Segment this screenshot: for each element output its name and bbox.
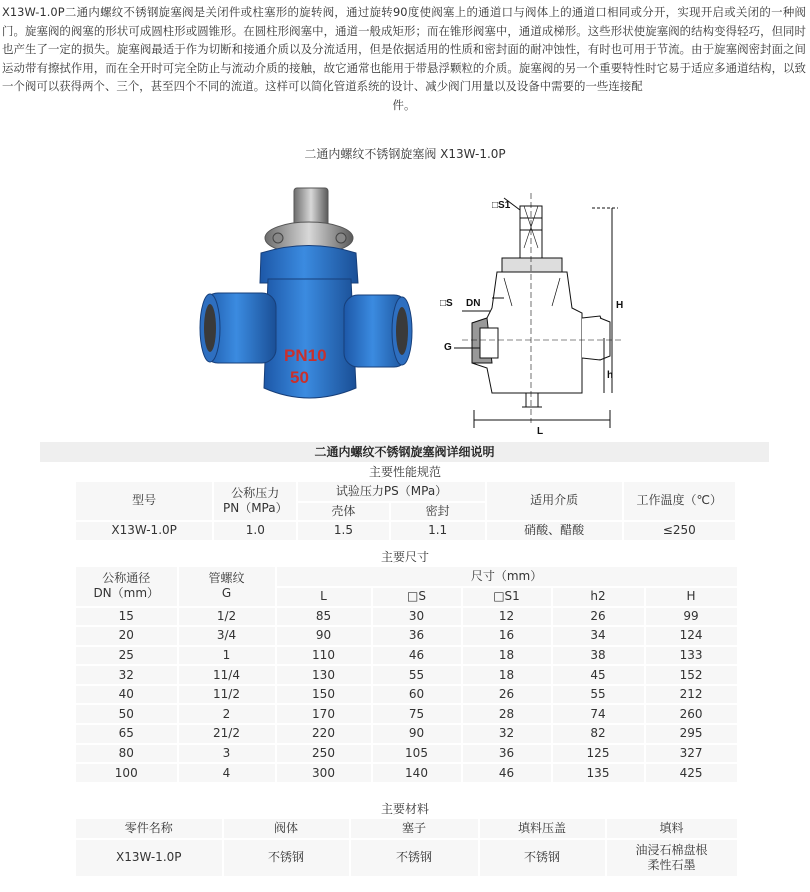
dim-label-s: □S xyxy=(440,298,453,309)
table-cell: 46 xyxy=(462,763,552,783)
valve-photo xyxy=(196,183,416,438)
cell-shell: 1.5 xyxy=(297,521,389,541)
table-row xyxy=(76,607,738,627)
valve-drawing xyxy=(432,188,632,440)
table-cell: 1 xyxy=(178,646,276,666)
table-cell: 150 xyxy=(276,685,372,705)
materials-caption: 主要材料 xyxy=(380,802,429,816)
header-col-s: □S xyxy=(372,587,462,607)
table-cell: 220 xyxy=(276,724,372,744)
cell-pn: 1.0 xyxy=(213,521,297,541)
table-row xyxy=(76,646,738,666)
table-cell: 425 xyxy=(645,763,738,783)
table-cell: 34 xyxy=(552,626,645,646)
header-dn: 公称通径 DN（mm） xyxy=(76,567,178,607)
table-row xyxy=(76,685,738,705)
dimensions-table xyxy=(75,566,739,784)
table-cell: 18 xyxy=(462,665,552,685)
header-shell: 壳体 xyxy=(297,502,389,521)
table-cell: 260 xyxy=(645,704,738,724)
table-cell: 90 xyxy=(276,626,372,646)
header-temperature: 工作温度（℃） xyxy=(623,482,736,521)
table-cell: 100 xyxy=(76,763,178,783)
cell-seal: 1.1 xyxy=(390,521,486,541)
table-cell: 36 xyxy=(462,744,552,764)
table-row xyxy=(76,724,738,744)
header-test-pressure: 试验压力PS（MPa） xyxy=(297,482,485,502)
table-cell: 16 xyxy=(462,626,552,646)
cell-plug: 不锈钢 xyxy=(350,839,479,877)
header-thread: 管螺纹 G xyxy=(178,567,276,607)
table-cell: 140 xyxy=(372,763,462,783)
performance-table xyxy=(75,481,737,542)
table-cell: 85 xyxy=(276,607,372,627)
header-packing: 填料 xyxy=(606,819,738,839)
header-model: 型号 xyxy=(76,482,214,521)
table-cell: 11/4 xyxy=(178,665,276,685)
table-cell: 82 xyxy=(552,724,645,744)
table-cell: 60 xyxy=(372,685,462,705)
table-cell: 55 xyxy=(552,685,645,705)
table-cell: 99 xyxy=(645,607,738,627)
photo-marking-pn: PN10 xyxy=(284,346,327,365)
table-cell: 55 xyxy=(372,665,462,685)
table-cell: 90 xyxy=(372,724,462,744)
table-cell: 124 xyxy=(645,626,738,646)
table-cell: 32 xyxy=(462,724,552,744)
table-cell: 3 xyxy=(178,744,276,764)
table-cell: 135 xyxy=(552,763,645,783)
table-cell: 25 xyxy=(76,646,178,666)
table-cell: 152 xyxy=(645,665,738,685)
table-row xyxy=(76,704,738,724)
table-cell: 40 xyxy=(76,685,178,705)
header-col-s1: □S1 xyxy=(462,587,552,607)
table-cell: 65 xyxy=(76,724,178,744)
table-cell: 130 xyxy=(276,665,372,685)
dimensions-caption: 主要尺寸 xyxy=(380,550,429,564)
table-cell: 80 xyxy=(76,744,178,764)
cell-model: X13W-1.0P xyxy=(76,521,214,541)
table-row xyxy=(76,763,738,783)
header-col-l: L xyxy=(276,587,372,607)
table-cell: 75 xyxy=(372,704,462,724)
table-cell: 28 xyxy=(462,704,552,724)
table-cell: 38 xyxy=(552,646,645,666)
dim-label-g: G xyxy=(444,342,452,353)
table-cell: 4 xyxy=(178,763,276,783)
performance-caption: 主要性能规范 xyxy=(368,465,441,479)
table-cell: 32 xyxy=(76,665,178,685)
table-cell: 3/4 xyxy=(178,626,276,646)
table-cell: 11/2 xyxy=(178,685,276,705)
dim-label-h: h xyxy=(607,370,614,381)
table-cell: 300 xyxy=(276,763,372,783)
table-row xyxy=(76,626,738,646)
cell-gland: 不锈钢 xyxy=(479,839,606,877)
header-medium: 适用介质 xyxy=(486,482,623,521)
table-cell: 1/2 xyxy=(178,607,276,627)
header-plug: 塞子 xyxy=(350,819,479,839)
table-cell: 110 xyxy=(276,646,372,666)
intro-tail: 件。 xyxy=(392,97,416,112)
cell-packing: 油浸石棉盘根 柔性石墨 xyxy=(606,839,738,877)
table-cell: 327 xyxy=(645,744,738,764)
table-row xyxy=(76,665,738,685)
dim-label-h-total: H xyxy=(616,300,624,311)
table-cell: 170 xyxy=(276,704,372,724)
header-col-h2: h2 xyxy=(552,587,645,607)
dim-label-s1: □S1 xyxy=(492,200,511,211)
table-cell: 46 xyxy=(372,646,462,666)
table-cell: 45 xyxy=(552,665,645,685)
cell-part-name: X13W-1.0P xyxy=(76,839,223,877)
dim-label-l: L xyxy=(537,426,544,437)
cell-temperature: ≤250 xyxy=(623,521,736,541)
cell-body: 不锈钢 xyxy=(223,839,350,877)
table-cell: 26 xyxy=(552,607,645,627)
table-cell: 295 xyxy=(645,724,738,744)
table-cell: 133 xyxy=(645,646,738,666)
table-cell: 15 xyxy=(76,607,178,627)
header-gland: 填料压盖 xyxy=(479,819,606,839)
header-size: 尺寸（mm） xyxy=(276,567,738,587)
table-cell: 125 xyxy=(552,744,645,764)
table-cell: 30 xyxy=(372,607,462,627)
header-body: 阀体 xyxy=(223,819,350,839)
dim-label-dn: DN xyxy=(466,298,481,309)
table-cell: 105 xyxy=(372,744,462,764)
materials-table xyxy=(75,818,739,878)
intro-text: X13W-1.0P二通内螺纹不锈钢旋塞阀是关闭件或柱塞形的旋转阀，通过旋转90度使阀塞上的通道口与阀体上的通道口相同或分开，实现开启或关闭的一种阀门。旋塞阀的阀塞的形状可成圆柱形或圆锥形。在圆柱形阀塞中，通道一般成矩形；而在锥形阀塞中，通道成梯形。这些形状使旋塞阀的结构变得轻巧，但同时也产生了一定的损失。旋塞阀最适于作为切断和接通介质以及分流适用，但是依据适用的性质和密封面的耐冲蚀性，有时也可用于节流。由于旋塞阀密封面之间运动带有擦拭作用，而在全开时可完全防止与流动介质的接触，故它通常也能用于带悬浮颗粒的介质。旋塞阀的另一个重要特性时它易于适应多通道结构，以致一个阀可以获得两个、三个，甚至四个不同的流道。这样可以简化管道系统的设计、减少阀门用量以及设备中需要的一些连接配 xyxy=(2,5,806,94)
table-cell: 2 xyxy=(178,704,276,724)
intro-paragraph xyxy=(2,3,806,115)
header-pn: 公称压力 PN（MPa） xyxy=(213,482,297,521)
table-cell: 50 xyxy=(76,704,178,724)
table-cell: 20 xyxy=(76,626,178,646)
table-cell: 250 xyxy=(276,744,372,764)
header-col-h: H xyxy=(645,587,738,607)
table-cell: 36 xyxy=(372,626,462,646)
table-row xyxy=(76,744,738,764)
table-cell: 18 xyxy=(462,646,552,666)
table-cell: 12 xyxy=(462,607,552,627)
detail-banner: 二通内螺纹不锈钢旋塞阀详细说明 xyxy=(40,442,769,462)
header-part-name: 零件名称 xyxy=(76,819,223,839)
table-cell: 26 xyxy=(462,685,552,705)
header-seal: 密封 xyxy=(390,502,486,521)
table-cell: 74 xyxy=(552,704,645,724)
photo-marking-dn: 50 xyxy=(290,368,309,387)
table-cell: 21/2 xyxy=(178,724,276,744)
table-cell: 212 xyxy=(645,685,738,705)
cell-medium: 硝酸、醋酸 xyxy=(486,521,623,541)
figure-title: 二通内螺纹不锈钢旋塞阀 X13W-1.0P xyxy=(304,147,506,161)
